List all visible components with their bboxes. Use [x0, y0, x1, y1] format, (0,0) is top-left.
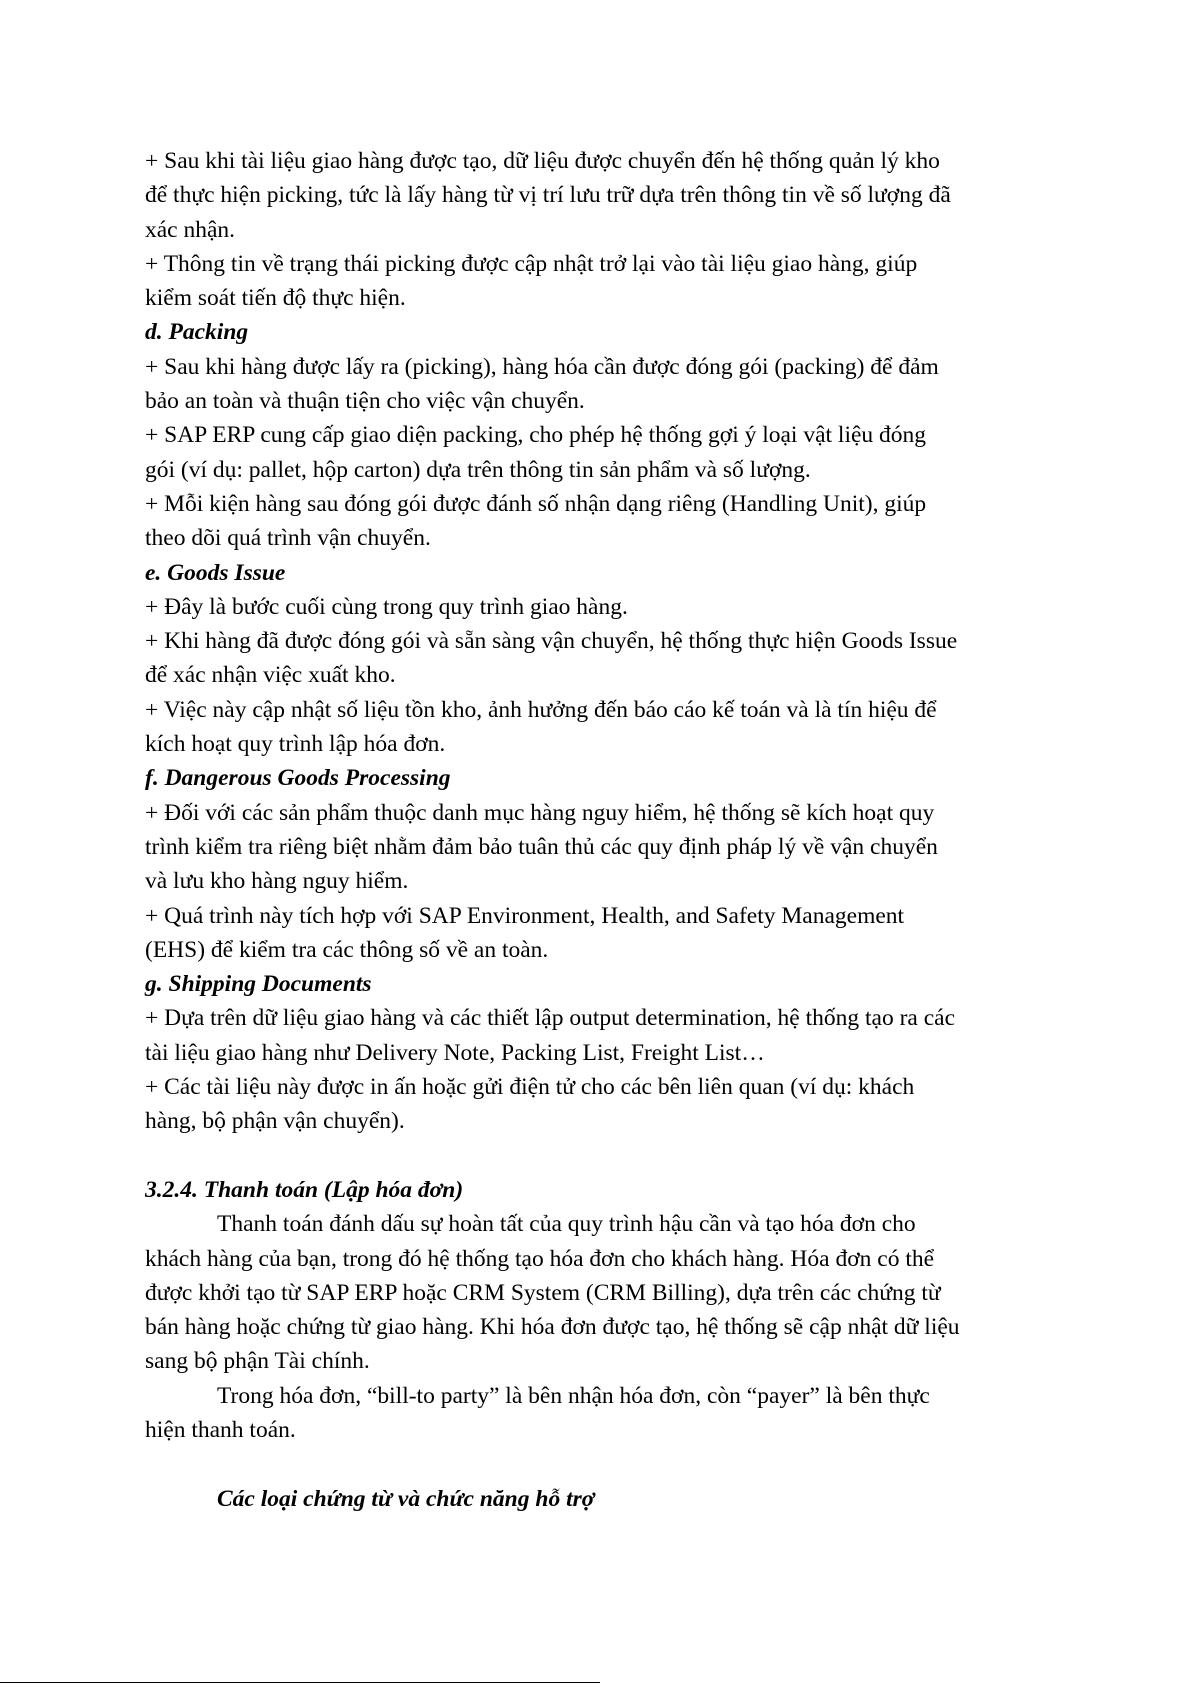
text-line: (EHS) để kiểm tra các thông số về an toàn.: [145, 936, 549, 963]
text-line: tài liệu giao hàng như Delivery Note, Packing List, Freight List…: [145, 1039, 765, 1066]
text-line: trình kiểm tra riêng biệt nhằm đảm bảo tuân thủ các quy định pháp lý về vận chuyển: [145, 833, 938, 860]
subsection-heading-document-types: Các loại chứng từ và chức năng hỗ trợ: [217, 1485, 595, 1512]
bullet-line: + Đây là bước cuối cùng trong quy trình giao hàng.: [145, 593, 628, 620]
section-heading-goods-issue: e. Goods Issue: [145, 559, 286, 586]
text-line: theo dõi quá trình vận chuyển.: [145, 525, 431, 552]
text-line: được khởi tạo từ SAP ERP hoặc CRM System (CRM Billing), dựa trên các chứng từ: [145, 1279, 941, 1306]
section-heading-shipping-documents: g. Shipping Documents: [145, 971, 372, 998]
text-line: để xác nhận việc xuất kho.: [145, 662, 396, 689]
footer-divider: [0, 1682, 600, 1683]
bullet-line: + Dựa trên dữ liệu giao hàng và các thiết lập output determination, hệ thống tạo ra các: [145, 1005, 956, 1032]
text-line: kiểm soát tiến độ thực hiện.: [145, 285, 406, 312]
text-line: khách hàng của bạn, trong đó hệ thống tạo hóa đơn cho khách hàng. Hóa đơn có thể: [145, 1245, 935, 1272]
text-line: bán hàng hoặc chứng từ giao hàng. Khi hóa đơn được tạo, hệ thống sẽ cập nhật dữ liệu: [145, 1314, 960, 1341]
paragraph-first-line: Trong hóa đơn, “bill-to party” là bên nhận hóa đơn, còn “payer” là bên thực: [217, 1382, 930, 1409]
text-line: sang bộ phận Tài chính.: [145, 1348, 370, 1375]
text-line: bảo an toàn và thuận tiện cho việc vận chuyển.: [145, 388, 585, 415]
blank-line: [145, 1139, 1065, 1173]
text-line: để thực hiện picking, tức là lấy hàng từ vị trí lưu trữ dựa trên thông tin về số lượng đã: [145, 182, 951, 209]
bullet-line: + Quá trình này tích hợp với SAP Environment, Health, and Safety Management: [145, 902, 905, 929]
bullet-line: + Sau khi hàng được lấy ra (picking), hàng hóa cần được đóng gói (packing) để đảm: [145, 353, 939, 380]
bullet-line: + Thông tin về trạng thái picking được cập nhật trở lại vào tài liệu giao hàng, giúp: [145, 250, 918, 277]
bullet-line: + Sau khi tài liệu giao hàng được tạo, dữ liệu được chuyển đến hệ thống quản lý kho: [145, 148, 940, 174]
section-heading-dangerous-goods: f. Dangerous Goods Processing: [145, 765, 451, 792]
text-line: hiện thanh toán.: [145, 1416, 296, 1443]
bullet-line: + Các tài liệu này được in ấn hoặc gửi điện tử cho các bên liên quan (ví dụ: khách: [145, 1074, 915, 1101]
blank-line: [145, 1447, 1065, 1481]
bullet-line: + Đối với các sản phẩm thuộc danh mục hàng nguy hiểm, hệ thống sẽ kích hoạt quy: [145, 799, 935, 826]
text-line: gói (ví dụ: pallet, hộp carton) dựa trên thông tin sản phẩm và số lượng.: [145, 456, 811, 483]
bullet-line: + Khi hàng đã được đóng gói và sẵn sàng vận chuyển, hệ thống thực hiện Goods Issue: [145, 628, 958, 655]
bullet-line: + Việc này cập nhật số liệu tồn kho, ảnh hưởng đến báo cáo kế toán và là tín hiệu để: [145, 696, 937, 723]
document-page: [145, 144, 1065, 1516]
section-heading-packing: d. Packing: [145, 319, 249, 346]
bullet-line: + Mỗi kiện hàng sau đóng gói được đánh số nhận dạng riêng (Handling Unit), giúp: [145, 490, 927, 517]
text-line: xác nhận.: [145, 216, 236, 243]
paragraph-first-line: Thanh toán đánh dấu sự hoàn tất của quy trình hậu cần và tạo hóa đơn cho: [217, 1211, 916, 1238]
bullet-line: + SAP ERP cung cấp giao diện packing, cho phép hệ thống gợi ý loại vật liệu đóng: [145, 422, 927, 449]
section-heading-billing: 3.2.4. Thanh toán (Lập hóa đơn): [145, 1176, 464, 1203]
text-line: kích hoạt quy trình lập hóa đơn.: [145, 731, 446, 758]
text-line: hàng, bộ phận vận chuyển).: [145, 1108, 405, 1135]
text-line: và lưu kho hàng nguy hiểm.: [145, 868, 409, 895]
